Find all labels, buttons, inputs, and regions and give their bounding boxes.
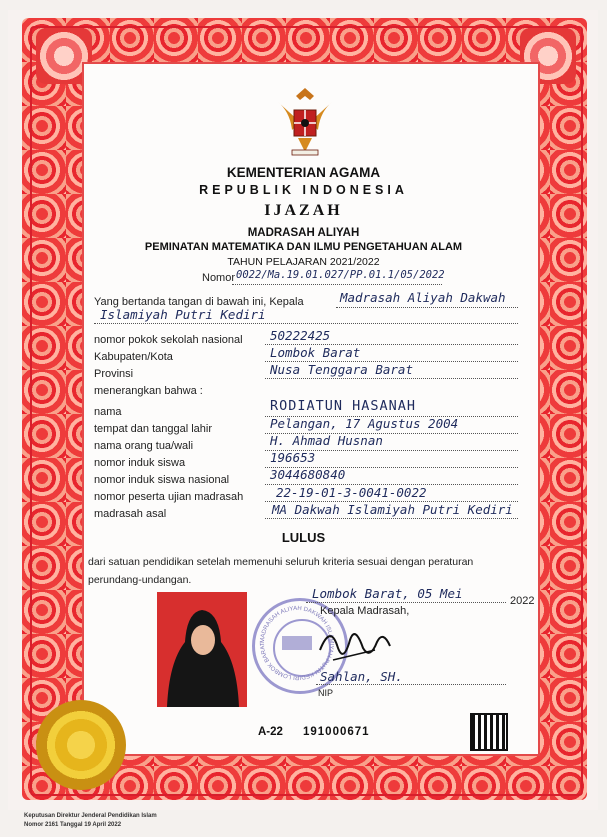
school-type: MADRASAH ALIYAH [247, 227, 360, 239]
serial-prefix: A-22 [258, 726, 283, 738]
field-value-name: RODIATUN HASANAH [270, 398, 417, 414]
field-label: nomor induk siswa nasional [94, 474, 230, 486]
nomor-label: Nomor [202, 272, 236, 284]
nomor-dotline [232, 284, 442, 285]
field-label: Provinsi [94, 368, 134, 380]
field-value: 3044680840 [270, 467, 346, 482]
intro-dotline1 [336, 307, 518, 308]
field-value: H. Ahmad Husnan [270, 433, 383, 448]
qr-code-icon [470, 713, 508, 751]
nip-label: NIP [318, 688, 334, 698]
school-stamp-text: MADRASAH ALIYAH DAKWAH ISLAMIYAH PUTRI KEDIRI LOMBOK BARAT [259, 605, 335, 681]
field-value: 196653 [270, 450, 316, 465]
field-value: Nusa Tenggara Barat [270, 362, 413, 377]
student-portrait-icon [157, 592, 247, 707]
field-dotline [265, 518, 518, 519]
program-title: PEMINATAN MATEMATIKA DAN ILMU PENGETAHUAN ALAM [144, 241, 463, 253]
republic-title: REPUBLIK INDONESIA [199, 183, 408, 197]
field-label: nomor peserta ujian madrasah [94, 491, 244, 503]
field-label: nomor pokok sekolah nasional [94, 334, 243, 346]
field-value: 50222425 [270, 328, 331, 343]
serial-number: 191000671 [303, 726, 370, 738]
field-value: 22-19-01-3-0041-0022 [276, 485, 427, 500]
field-label: nama orang tua/wali [94, 440, 194, 452]
result-status: LULUS [281, 530, 326, 545]
field-label: nama [94, 406, 122, 418]
signature-name: Sahlan, SH. [320, 669, 403, 684]
field-value: MA Dakwah Islamiyah Putri Kediri [272, 502, 513, 517]
intro-school-line1: Madrasah Aliyah Dakwah [340, 290, 506, 305]
footer-line2: Nomor 2161 Tanggal 19 April 2022 [24, 822, 122, 828]
field-value: Lombok Barat [270, 345, 361, 360]
academic-year: TAHUN PELAJARAN 2021/2022 [227, 256, 380, 268]
field-label: menerangkan bahwa : [94, 385, 203, 397]
signature-year: 2022 [510, 595, 535, 607]
intro-label: Yang bertanda tangan di bawah ini, Kepala [94, 296, 304, 308]
signature-dotline [316, 684, 506, 685]
ministry-title: KEMENTERIAN AGAMA [226, 165, 381, 180]
field-label: nomor induk siswa [94, 457, 186, 469]
signature-scribble-icon [315, 620, 395, 670]
nomor-value: 0022/Ma.19.01.027/PP.01.1/05/2022 [236, 269, 445, 281]
signature-role: Kepala Madrasah, [320, 605, 410, 617]
student-photo [157, 592, 247, 707]
garuda-emblem-icon [270, 82, 340, 160]
field-label: Kabupaten/Kota [94, 351, 173, 363]
field-label: madrasah asal [94, 508, 167, 520]
gold-seal-icon [36, 700, 126, 790]
field-value: Pelangan, 17 Agustus 2004 [270, 416, 459, 431]
intro-dotline2 [94, 323, 518, 324]
signature-place-date: Lombok Barat, 05 Mei [312, 586, 463, 601]
footer-line1: Keputusan Direktur Jenderal Pendidikan Islam [24, 813, 157, 819]
intro-school-line2: Islamiyah Putri Kediri [100, 307, 266, 322]
field-dotline [265, 378, 518, 379]
field-label: tempat dan tanggal lahir [94, 423, 213, 435]
result-text-line2: perundang-undangan. [88, 574, 192, 586]
result-text-line1: dari satuan pendidikan setelah memenuhi seluruh kriteria sesuai dengan peraturan [88, 556, 474, 568]
document-title: IJAZAH [264, 202, 343, 219]
place-date-dotline [306, 602, 506, 603]
